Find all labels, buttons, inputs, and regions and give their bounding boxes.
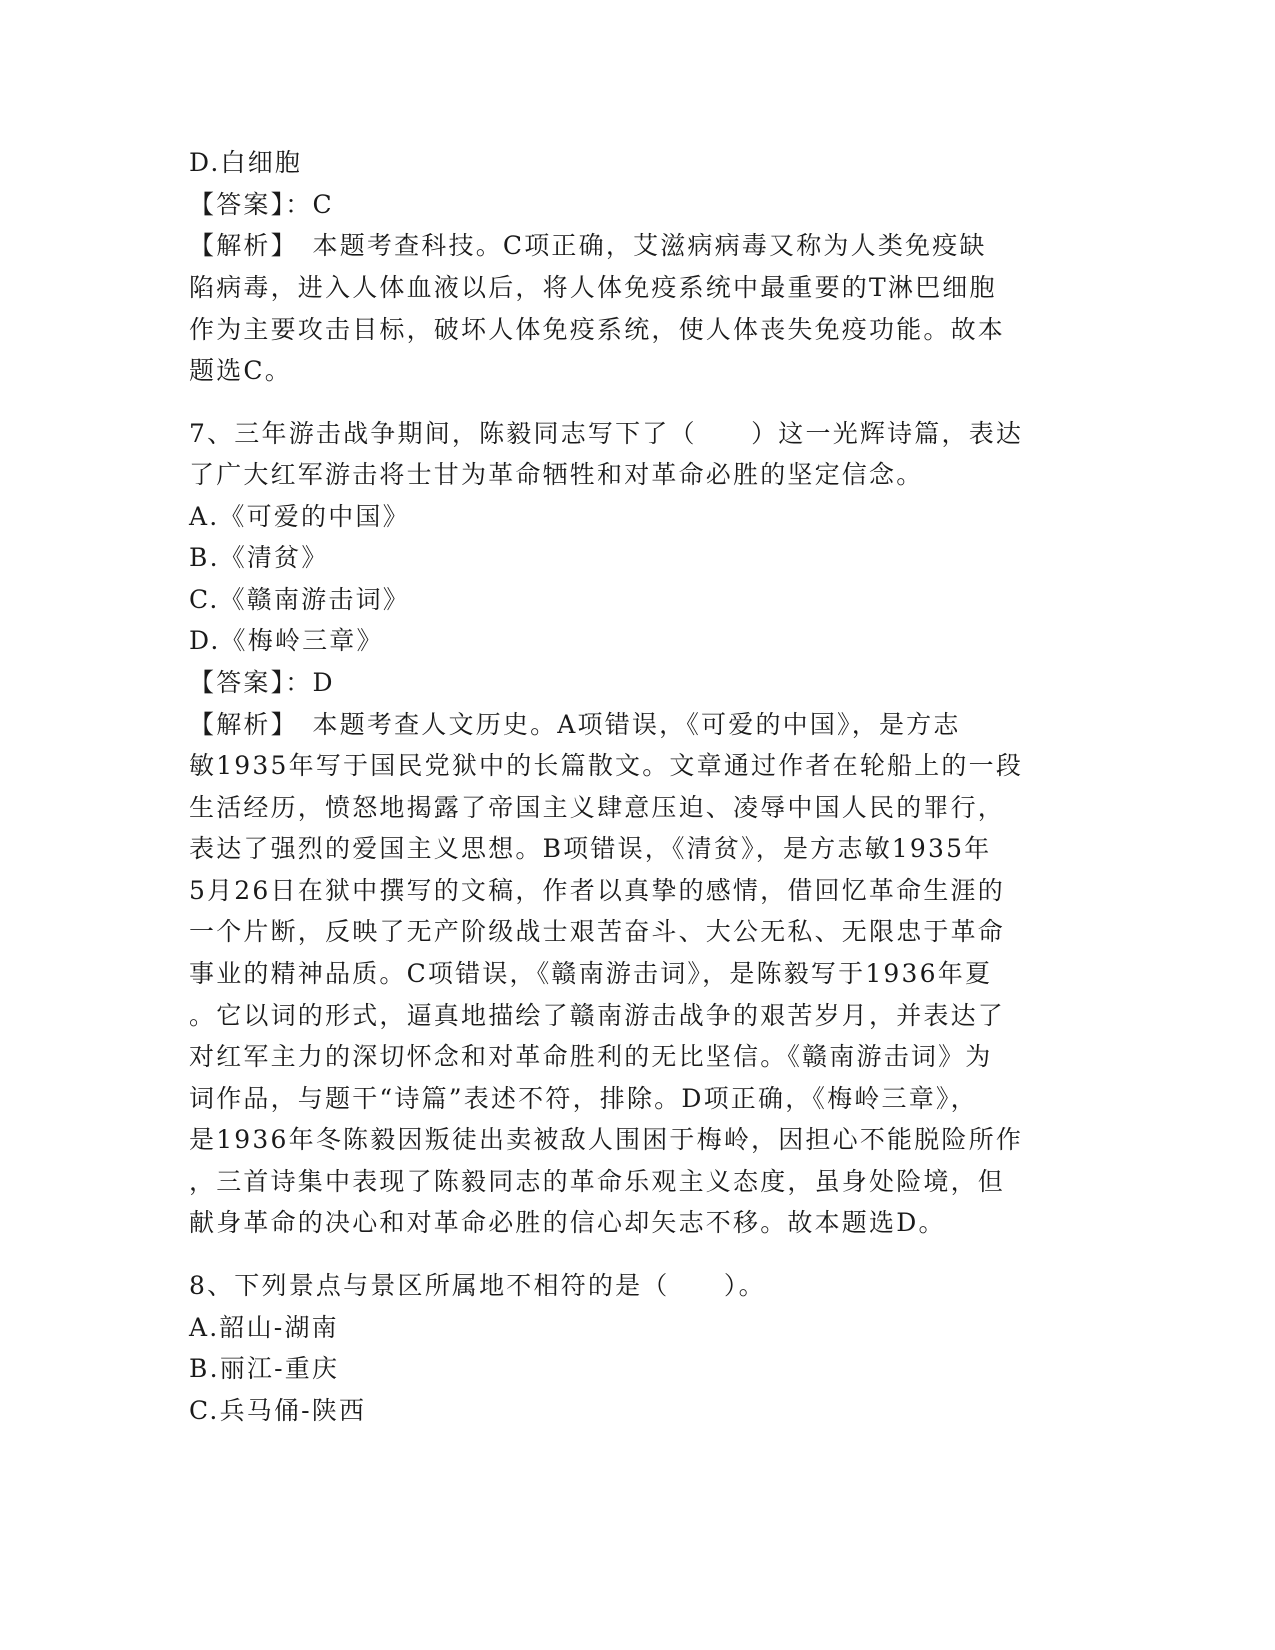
q7-answer: 【答案】：D — [189, 668, 335, 697]
q6-answer: 【答案】：C — [189, 190, 334, 219]
q7-explanation-line: 献身革命的决心和对革命必胜的信心却矢志不移。故本题选D。 — [189, 1208, 946, 1237]
q7-explanation-line: 5月26日在狱中撰写的文稿，作者以真挚的感情，借回忆革命生涯的 — [189, 876, 1005, 905]
q7-explanation-line: 。它以词的形式，逼真地描绘了赣南游击战争的艰苦岁月，并表达了 — [189, 1001, 1006, 1030]
q8-question: 8、下列景点与景区所属地不相符的是（ ）。 — [189, 1271, 766, 1300]
q7-explanation-line: 一个片断，反映了无产阶级战士艰苦奋斗、大公无私、无限忠于革命 — [189, 917, 1006, 946]
q7-explanation-line: 对红军主力的深切怀念和对革命胜利的无比坚信。《赣南游击词》为 — [189, 1042, 993, 1071]
q8-option-c: C.兵马俑-陕西 — [189, 1396, 367, 1425]
q7-explanation-line: 事业的精神品质。C项错误，《赣南游击词》，是陈毅写于1936年夏 — [189, 959, 993, 988]
q7-explanation-line: ，三首诗集中表现了陈毅同志的革命乐观主义态度，虽身处险境，但 — [189, 1167, 1006, 1196]
q6-explanation-line: 题选C。 — [189, 356, 292, 385]
q7-option-c: C.《赣南游击词》 — [189, 585, 410, 614]
q6-option-d: D.白细胞 — [189, 148, 303, 177]
q6-explanation-line: 陷病毒，进入人体血液以后，将人体免疫系统中最重要的T淋巴细胞 — [189, 273, 997, 302]
q8-option-b: B.丽江-重庆 — [189, 1354, 340, 1383]
q6-explanation-line: 作为主要攻击目标，破坏人体免疫系统，使人体丧失免疫功能。故本 — [189, 315, 1006, 344]
q7-option-d: D.《梅岭三章》 — [189, 626, 384, 655]
q7-question-line: 7、三年游击战争期间，陈毅同志写下了（ ）这一光辉诗篇，表达 — [189, 419, 1024, 448]
q7-explanation-line: 【解析】 本题考查人文历史。A项错误，《可爱的中国》，是方志 — [189, 710, 961, 739]
q7-explanation-line: 是1936年冬陈毅因叛徒出卖被敌人围困于梅岭，因担心不能脱险所作 — [189, 1125, 1024, 1154]
q7-explanation-line: 生活经历，愤怒地揭露了帝国主义肆意压迫、凌辱中国人民的罪行， — [189, 793, 1006, 822]
q8-option-a: A.韶山-湖南 — [189, 1313, 339, 1342]
q7-option-a: A.《可爱的中国》 — [189, 502, 410, 531]
q6-explanation-line: 【解析】 本题考查科技。C项正确，艾滋病病毒又称为人类免疫缺 — [189, 231, 987, 260]
q7-explanation-line: 敏1935年写于国民党狱中的长篇散文。文章通过作者在轮船上的一段 — [189, 751, 1024, 780]
q7-question-line: 了广大红军游击将士甘为革命牺牲和对革命必胜的坚定信念。 — [189, 460, 924, 489]
q7-explanation-line: 表达了强烈的爱国主义思想。B项错误，《清贫》，是方志敏1935年 — [189, 834, 992, 863]
q7-explanation-line: 词作品，与题干“诗篇”表述不符，排除。D项正确，《梅岭三章》， — [189, 1084, 978, 1113]
q7-option-b: B.《清贫》 — [189, 543, 329, 572]
